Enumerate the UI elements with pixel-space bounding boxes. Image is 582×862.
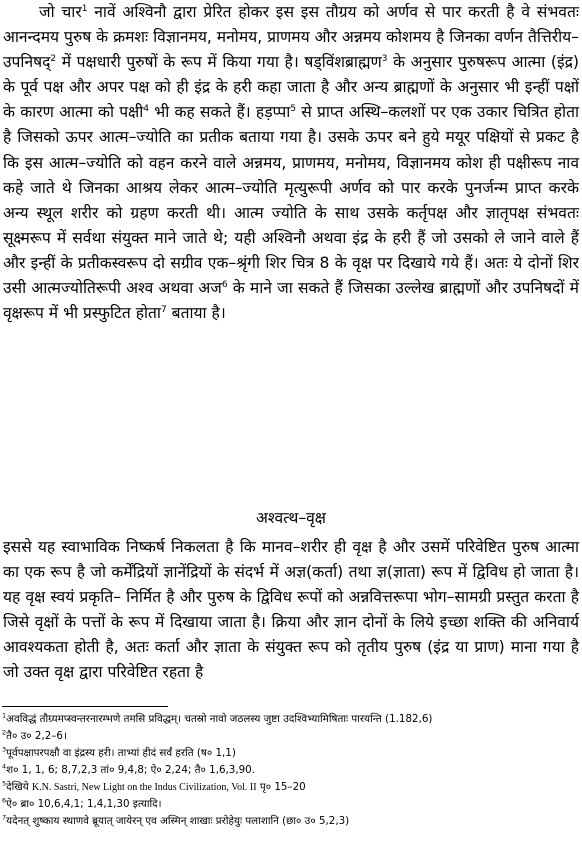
footnote-ref-5[interactable]: 5 — [290, 104, 296, 115]
footnote-text: श० 1, 1, 6; 8,7,2,3 तां० 9,4,8; ऐ० 2,24; तै० 1,6,3,90. — [6, 764, 255, 776]
para1-text: नावें अश्विनौ द्वारा प्रेरित होकर इस इस तौग्रय को अर्णव से पार करती है वे संभवतः आनन्दमय पुरुष के क्रमशः विज्ञानमय, मनोमय, प्राणमय और अन्नमय कोशमय है जिनका वर्णन तैत्तिरीय–उपनिषद् — [3, 3, 580, 72]
body-paragraph-1 — [3, 0, 579, 326]
footnote-mark: 5 — [2, 779, 7, 788]
footnote-text: ऐ० ब्रा० 10,6,4,1; 1,4,1,30 इत्यादि। — [6, 798, 162, 810]
footnote-mark: 6 — [2, 796, 7, 805]
footnote-5 — [2, 779, 580, 796]
footnote-2 — [2, 728, 580, 745]
section-heading: अश्वत्थ–वृक्ष — [256, 509, 326, 527]
footnote-mark: 4 — [2, 762, 7, 771]
footnote-1 — [2, 711, 580, 728]
footnote-ref-3[interactable]: 3 — [381, 54, 388, 64]
footnote-citation: K.N. Sastri, New Light on the Indus Civilization, Vol. II — [31, 782, 257, 793]
footnote-mark: 7 — [2, 813, 7, 822]
footnote-text: पृ० 15–20 — [256, 781, 306, 793]
footnote-ref-2[interactable]: 2 — [50, 54, 57, 64]
para1-text: भी कह सकते हैं। हड़प्पा — [149, 103, 291, 122]
footnote-ref-6[interactable]: 6 — [221, 279, 228, 290]
footnote-mark: 1 — [2, 711, 7, 720]
footnote-text: देखिये — [6, 781, 32, 793]
footnote-text: तै० उ० 2,2–6। — [6, 730, 67, 742]
footnote-separator — [2, 706, 168, 707]
footnote-text: अवविद्धं तौग्र्यमप्स्वन्तरनारम्भणे तमसि प्रविद्धम्। चतस्रो नावो जठलस्य जुष्टा उदश्विभ्यामिषिताः पारयन्ति (1.182,6) — [6, 713, 433, 725]
para1-text: बताया है। — [166, 304, 226, 323]
para1-text: जो चार — [39, 3, 82, 21]
footnote-ref-1[interactable]: 1 — [81, 3, 88, 14]
footnote-ref-7[interactable]: 7 — [160, 304, 167, 315]
footnote-6 — [2, 796, 580, 813]
footnote-3 — [2, 745, 580, 762]
footnote-mark: 3 — [2, 745, 7, 754]
footnotes — [2, 711, 580, 830]
para1-text: के अनुसार पुरुषरूप आत्मा (इंद्र) के पूर्व पक्ष और अपर पक्ष को ही इंद्र के हरी कहा जाता है और अन्य ब्राह्मणों के अनुसार भी इन्हीं पक्षों के कारण आत्मा को पक्षी — [3, 53, 580, 122]
footnote-ref-4[interactable]: 4 — [143, 104, 150, 115]
footnote-text: यदेनत् शुष्काय स्थाणवे ब्रूयात् जायेरन् एव अस्मिन् शाखाः प्ररोहेयुः पलाशानि (छा० उ० 5,2,3) — [6, 815, 350, 827]
body-paragraph-2: इससे यह स्वाभाविक निष्कर्ष निकलता है कि मानव–शरीर ही वृक्ष है और उसमें परिवेष्टित पुरुष आत्मा का एक रूप है जो कर्मेंद्रियों ज्ञानेंद्रियों के संदर्भ में अज्ञ(कर्ता) तथा ज्ञ(ज्ञाता) रूप में द्विविध हो जाता है। यह वृक्ष स्वयं प्रकृति– निर्मित है और पुरुष के द्विविध रूपों को अन्नवित्तरूपा भोग–सामग्री प्रस्तुत करता है जिसे वृक्षों के पत्तों के रूप में दिखाया जाता है। क्रिया और ज्ञान दोनों के लिये इच्छा शक्ति की अनिवार्य आवश्यकता होती है, अतः कर्ता और ज्ञाता के संयुक्त रूप को तृतीय पुरुष (इंद्र या प्राण) माना गया है जो उक्त वृक्ष द्वारा परिवेष्टित रहता है — [3, 538, 579, 682]
footnote-mark: 2 — [2, 728, 7, 737]
para1-text: के माने जा सकते हैं जिसका उल्लेख ब्राह्मणों और उपनिषदों में वृक्षरूप में भी प्रस्फुटित होता — [3, 279, 579, 323]
footnote-4 — [2, 762, 580, 779]
para1-text: से प्राप्त अस्थि–कलशों पर एक उकार चित्रित होता है जिसको ऊपर आत्म–ज्योति का प्रतीक बताया गया है। उसके ऊपर बने हुये मयूर पक्षियों से प्रकट है कि इस आत्म–ज्योति को वहन करने वाले अन्नमय, प्राणमय, मनोमय, विज्ञानमय कोश ही पक्षीरूप नाव कहे जाते थे जिनका आश्रय लेकर आत्म–ज्योति मृत्युरूपी अर्णव को पार करके पुनर्जन्म प्राप्त करके अन्य स्थूल शरीर को ग्रहण करती थी। आत्म ज्योति के साथ उसके कर्तृपक्ष और ज्ञातृपक्ष संभवतः सूक्ष्मरूप में सर्वथा संयुक्त माने जाते थे; यही अश्विनौ अथवा इंद्र के हरी हैं जो उसको ले जाने वाले हैं और इन्हीं के प्रतीकस्वरूप दो सग्रीव एक–श्रृंगी शिर चित्र 8 के वृक्ष पर दिखाये गये हैं। अतः ये दोनों शिर उसी आत्मज्योतिरूपी अश्व अथवा अज — [3, 103, 580, 298]
footnote-text: पूर्वपक्षापरपक्षौ वा इंद्रस्य हरी। ताभ्यां हीदं सर्वं हरति (ष० 1,1) — [6, 747, 236, 759]
para1-text: में पक्षधारी पुरुषों के रूप में किया गया है। षड्विंशब्राह्मण — [56, 53, 382, 72]
footnote-7 — [2, 813, 580, 830]
